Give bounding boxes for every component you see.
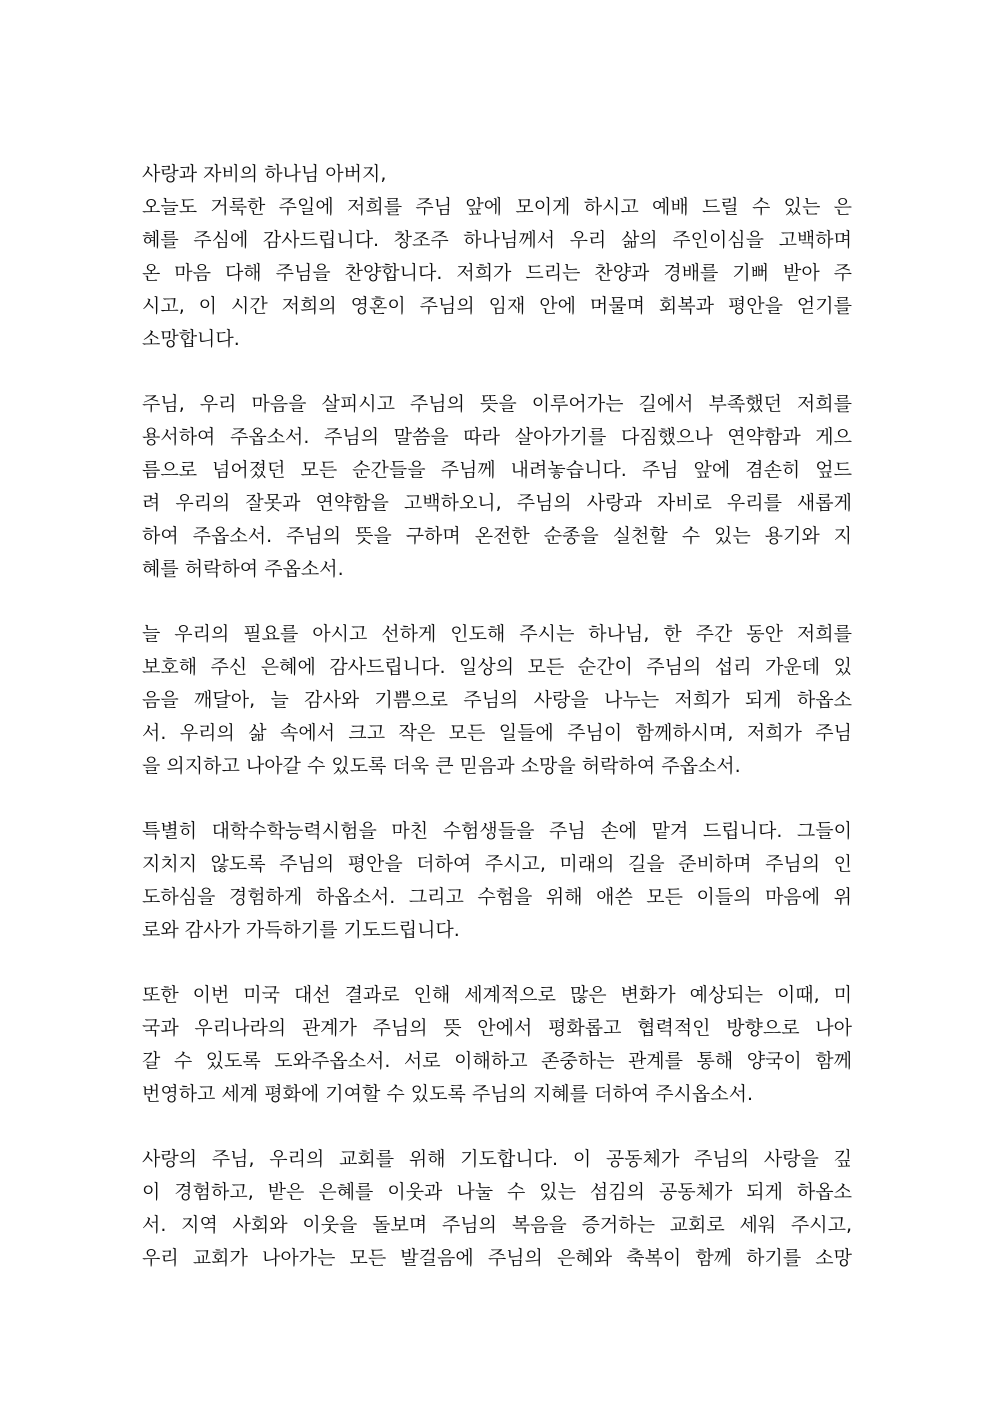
- text-line: 늘 우리의 필요를 아시고 선하게 인도해 주시는 하나님, 한 주간 동안 저희를: [142, 623, 852, 645]
- text-line: 을 의지하고 나아갈 수 있도록 더욱 큰 믿음과 소망을 허락하여 주옵소서.: [142, 755, 741, 777]
- text-line: 갈 수 있도록 도와주옵소서. 서로 이해하고 존중하는 관계를 통해 양국이 함께: [142, 1050, 852, 1072]
- text-line: 하여 주옵소서. 주님의 뜻을 구하며 온전한 순종을 실천할 수 있는 용기와 지: [142, 525, 852, 547]
- text-line: 온 마음 다해 주님을 찬양합니다. 저희가 드리는 찬양과 경배를 기뻐 받아 주: [142, 262, 852, 284]
- text-line: 주님, 우리 마음을 살피시고 주님의 뜻을 이루어가는 길에서 부족했던 저희를: [142, 393, 852, 415]
- text-line: 우리 교회가 나아가는 모든 발걸음에 주님의 은혜와 축복이 함께 하기를 소망: [142, 1247, 852, 1269]
- prayer-text: [142, 158, 852, 1275]
- text-line: 사랑과 자비의 하나님 아버지,: [142, 163, 387, 185]
- text-line: 국과 우리나라의 관계가 주님의 뜻 안에서 평화롭고 협력적인 방향으로 나아: [142, 1017, 852, 1039]
- text-line: 사랑의 주님, 우리의 교회를 위해 기도합니다. 이 공동체가 주님의 사랑을 깊: [142, 1148, 852, 1170]
- text-line: 로와 감사가 가득하기를 기도드립니다.: [142, 919, 460, 941]
- text-line: 지치지 않도록 주님의 평안을 더하여 주시고, 미래의 길을 준비하며 주님의 인: [142, 853, 852, 875]
- text-line: 번영하고 세계 평화에 기여할 수 있도록 주님의 지혜를 더하여 주시옵소서.: [142, 1083, 754, 1105]
- text-line: 특별히 대학수학능력시험을 마친 수험생들을 주님 손에 맡겨 드립니다. 그들이: [142, 820, 852, 842]
- text-line: 보호해 주신 은혜에 감사드립니다. 일상의 모든 순간이 주님의 섭리 가운데 있: [142, 656, 852, 678]
- text-line: 름으로 넘어졌던 모든 순간들을 주님께 내려놓습니다. 주님 앞에 겸손히 엎드: [142, 459, 852, 481]
- paragraph: [142, 388, 852, 586]
- paragraph-gap: [142, 783, 852, 815]
- text-line: 음을 깨달아, 늘 감사와 기쁨으로 주님의 사랑을 나누는 저희가 되게 하옵소: [142, 689, 852, 711]
- paragraph-gap: [142, 356, 852, 388]
- paragraph-gap: [142, 947, 852, 979]
- paragraph-gap: [142, 586, 852, 618]
- text-line: 소망합니다.: [142, 328, 240, 350]
- text-line: 이 경험하고, 받은 은혜를 이웃과 나눌 수 있는 섬김의 공동체가 되게 하옵소: [142, 1181, 852, 1203]
- paragraph: [142, 618, 852, 783]
- text-line: 도하심을 경험하게 하옵소서. 그리고 수험을 위해 애쓴 모든 이들의 마음에 위: [142, 886, 852, 908]
- paragraph: [142, 1143, 852, 1275]
- paragraph: [142, 815, 852, 947]
- paragraph: [142, 979, 852, 1111]
- text-line: 서. 우리의 삶 속에서 크고 작은 모든 일들에 주님이 함께하시며, 저희가 주님: [142, 722, 852, 744]
- text-line: 또한 이번 미국 대선 결과로 인해 세계적으로 많은 변화가 예상되는 이때, 미: [142, 984, 852, 1006]
- text-line: 려 우리의 잘못과 연약함을 고백하오니, 주님의 사랑과 자비로 우리를 새롭게: [142, 492, 852, 514]
- text-line: 용서하여 주옵소서. 주님의 말씀을 따라 살아가기를 다짐했으나 연약함과 게으: [142, 426, 852, 448]
- text-line: 서. 지역 사회와 이웃을 돌보며 주님의 복음을 증거하는 교회로 세워 주시고,: [142, 1214, 852, 1236]
- text-line: 시고, 이 시간 저희의 영혼이 주님의 임재 안에 머물며 회복과 평안을 얻기를: [142, 295, 852, 317]
- paragraph-gap: [142, 1111, 852, 1143]
- paragraph: [142, 158, 852, 356]
- text-line: 혜를 허락하여 주옵소서.: [142, 558, 344, 580]
- text-line: 혜를 주심에 감사드립니다. 창조주 하나님께서 우리 삶의 주인이심을 고백하며: [142, 229, 852, 251]
- text-line: 오늘도 거룩한 주일에 저희를 주님 앞에 모이게 하시고 예배 드릴 수 있는 은: [142, 196, 852, 218]
